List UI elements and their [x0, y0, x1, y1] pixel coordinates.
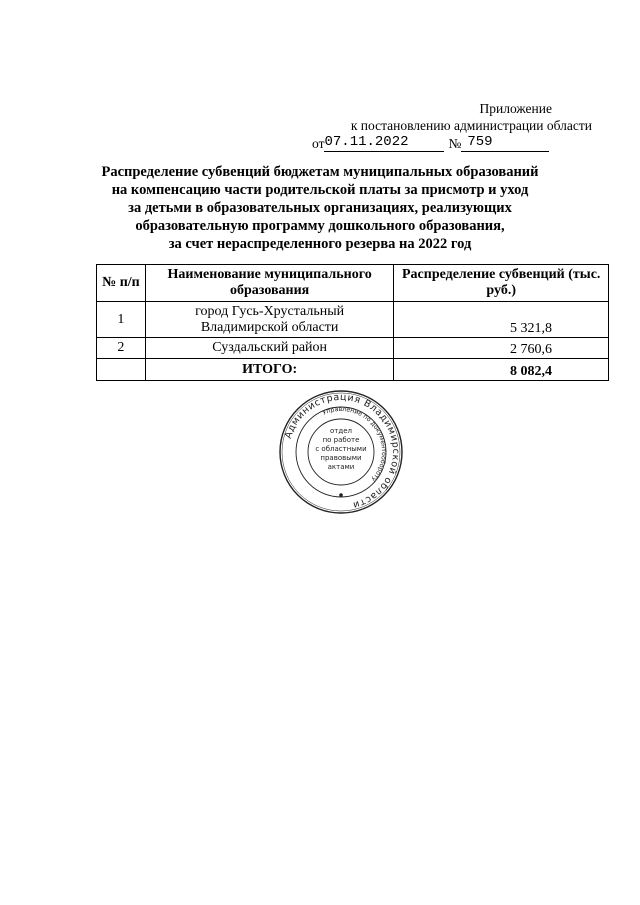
total-empty-cell	[97, 359, 146, 381]
row-amount: 5 321,8	[394, 302, 609, 338]
stamp-center-line: актами	[327, 463, 355, 471]
title-line: за детьми в образовательных организациях, реализующих	[128, 200, 512, 216]
table-total-row	[97, 359, 609, 381]
stamp-outer-text: Администрация Владимирской области	[282, 391, 402, 511]
row-name: Суздальский район	[145, 338, 394, 359]
row-num: 1	[97, 302, 146, 338]
header-num: № п/п	[97, 265, 146, 302]
stamp-center-line: отдел	[330, 427, 352, 435]
stamp-inner-text: Управление по документообороту	[321, 405, 388, 483]
table-row	[97, 302, 609, 338]
date-prefix: от	[312, 136, 325, 151]
distribution-table	[96, 264, 609, 381]
total-label: ИТОГО:	[145, 359, 394, 381]
stamp-center-line: по работе	[322, 436, 360, 444]
title-line: на компенсацию части родительской платы за присмотр и уход	[111, 182, 529, 198]
table-row	[97, 338, 609, 359]
title-line: за счет нераспределенного резерва на 2022 год	[168, 236, 472, 252]
stamp-center-line: правовыми	[320, 454, 362, 462]
stamp-dot-icon	[339, 493, 343, 497]
total-amount: 8 082,4	[394, 359, 609, 381]
row-num: 2	[97, 338, 146, 359]
appendix-block	[312, 100, 592, 152]
appendix-date-number	[312, 134, 592, 152]
number-prefix: №	[448, 136, 462, 151]
appendix-title: Приложение	[479, 101, 552, 116]
number-value: 759	[461, 134, 549, 152]
title-line: Распределение субвенций бюджетам муниципальных образований	[101, 164, 539, 180]
official-stamp	[278, 389, 404, 515]
row-amount: 2 760,6	[394, 338, 609, 359]
title-line: образовательную программу дошкольного образования,	[135, 218, 505, 234]
header-amount: Распределение субвенций (тыс. руб.)	[394, 265, 609, 302]
date-value: 07.11.2022	[324, 134, 434, 152]
header-name: Наименование муниципального образования	[145, 265, 394, 302]
table-header-row	[97, 265, 609, 302]
document-title	[90, 163, 550, 253]
row-name: город Гусь-Хрустальный Владимирской области	[145, 302, 394, 338]
stamp-center-line: с областными	[315, 445, 367, 453]
appendix-resolution: к постановлению администрации области	[350, 118, 592, 133]
